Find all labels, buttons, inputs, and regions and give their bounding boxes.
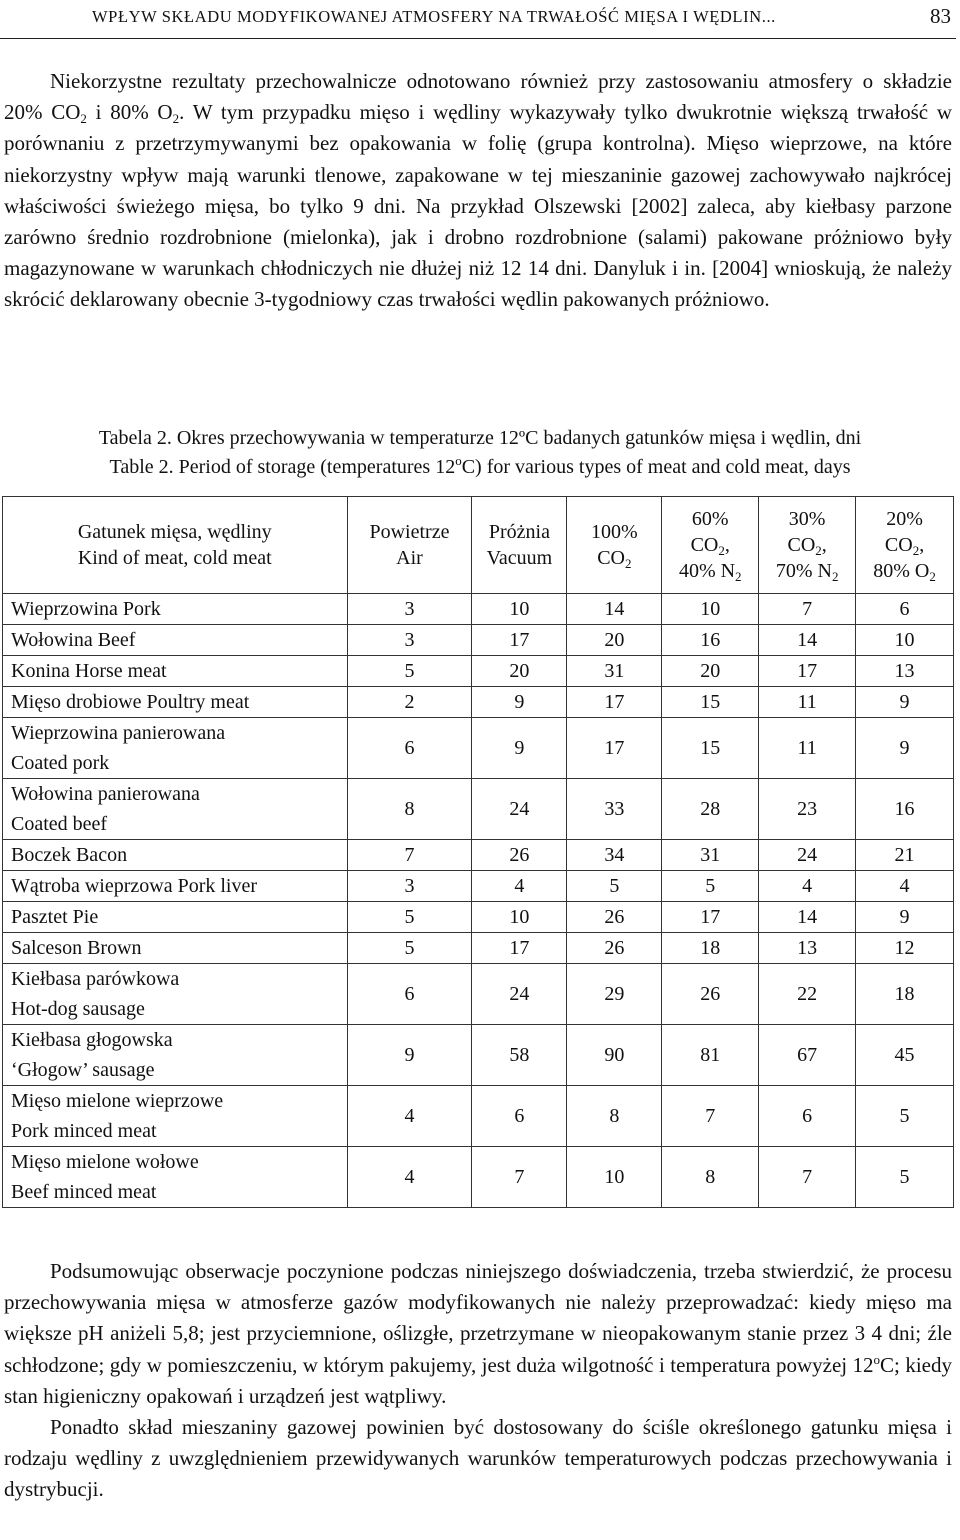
row-name-cell [3, 656, 348, 687]
header-vacuum-en: Vacuum [486, 547, 553, 569]
row-value-cell: 6 [347, 964, 472, 1025]
row-value-cell: 90 [567, 1025, 662, 1086]
row-value-cell: 67 [759, 1025, 856, 1086]
table-row [3, 964, 954, 1025]
row-name-cell [3, 871, 348, 902]
row-value-cell: 6 [347, 718, 472, 779]
row-value-cell: 34 [567, 840, 662, 871]
intro-text-3: . W tym przypadku mięso i wędliny wykazywały tylko dwukrotnie większą trwałość w porównaniu z przetrzymywanymi bez opakowania w folię (grupa kontrolna). Mięso wieprzowe, na które niekorzystny wpływ mają warunki tlenowe, zapakowane w tej mieszaninie gazowej zachowywało najkrócej właściwości świeżego mięsa, bo tylko 9 dni. Na przykład Olszewski [2002] zaleca, aby kiełbasy parzone zarówno średnio rozdrobnione (mielonka), jak i drobno rozdrobnione (salami) pakowane próżniowo były magazynowane w warunkach chłodniczych nie dłużej niż 12 14 dni. Danyluk i in. [2004] wnioskują, że należy skrócić deklarowany obecnie 3-tygodniowy czas trwałości wędlin pakowanych próżniowo. [4, 100, 953, 312]
row-value-cell: 28 [662, 779, 759, 840]
row-value-cell: 10 [472, 902, 567, 933]
row-value-cell: 11 [759, 718, 856, 779]
header-mix1-pct: 60% [691, 508, 729, 530]
row-value-cell: 15 [662, 718, 759, 779]
table-body [3, 594, 954, 1208]
row-value-cell: 31 [662, 840, 759, 871]
row-name-line-2: Coated beef [11, 813, 108, 835]
row-value-cell: 4 [347, 1086, 472, 1147]
row-value-cell: 9 [472, 687, 567, 718]
row-value-cell: 14 [759, 625, 856, 656]
row-value-cell: 16 [662, 625, 759, 656]
table-row [3, 687, 954, 718]
row-name-cell [3, 1086, 348, 1147]
row-name-cell [3, 902, 348, 933]
row-name-cell [3, 964, 348, 1025]
row-value-cell: 7 [662, 1086, 759, 1147]
row-value-cell: 10 [472, 594, 567, 625]
row-name-line-2: ‘Głogow’ sausage [11, 1059, 155, 1081]
header-co2-100-gas: $CO_2$ [597, 547, 632, 571]
row-name-line-1: Boczek Bacon [11, 844, 128, 866]
row-value-cell: 4 [856, 871, 954, 902]
row-value-cell: 26 [662, 964, 759, 1025]
row-value-cell: 81 [662, 1025, 759, 1086]
row-name-line-1: Wieprzowina Pork [11, 598, 161, 620]
header-air-pl: Powietrze [369, 521, 450, 543]
header-vacuum-pl: Próżnia [488, 521, 550, 543]
header-kind-en: Kind of meat, cold meat [77, 547, 272, 569]
intro-paragraph [4, 66, 952, 316]
row-value-cell: 2 [347, 687, 472, 718]
row-value-cell: 4 [347, 1147, 472, 1208]
row-value-cell: 8 [347, 779, 472, 840]
header-mix2-co2: $CO_2$, [787, 534, 827, 558]
row-value-cell: 21 [856, 840, 954, 871]
row-value-cell: 5 [347, 933, 472, 964]
table-row [3, 656, 954, 687]
header-mix2-n2: 70% $N_2$ [775, 560, 839, 584]
row-value-cell: 17 [472, 625, 567, 656]
header-co2-20-o2-80 [856, 497, 954, 594]
row-value-cell: 29 [567, 964, 662, 1025]
header-kind [3, 497, 348, 594]
row-name-line-1: Mięso mielone wołowe [11, 1151, 199, 1173]
row-name-cell [3, 687, 348, 718]
table-row [3, 871, 954, 902]
table-row [3, 1147, 954, 1208]
row-name-line-2: Coated pork [11, 752, 110, 774]
row-value-cell: 6 [759, 1086, 856, 1147]
row-value-cell: 3 [347, 625, 472, 656]
running-header [0, 0, 956, 39]
row-value-cell: 3 [347, 594, 472, 625]
header-kind-pl: Gatunek mięsa, wędliny [77, 521, 272, 543]
caption-en-degree: o [455, 453, 462, 468]
row-value-cell: 11 [759, 687, 856, 718]
row-value-cell: 17 [567, 687, 662, 718]
row-name-cell [3, 1025, 348, 1086]
row-value-cell: 5 [856, 1147, 954, 1208]
row-value-cell: 26 [472, 840, 567, 871]
row-value-cell: 9 [347, 1025, 472, 1086]
row-name-line-1: Wieprzowina panierowana [11, 722, 226, 744]
caption-en-part-a: Table 2. Period of storage (temperatures 12 [109, 456, 456, 478]
row-value-cell: 9 [856, 687, 954, 718]
row-name-line-1: Mięso drobiowe Poultry meat [11, 691, 250, 713]
row-value-cell: 17 [567, 718, 662, 779]
row-value-cell: 9 [856, 718, 954, 779]
row-name-line-1: Kiełbasa parówkowa [11, 968, 180, 990]
table-row [3, 1025, 954, 1086]
intro-sub-1: 2 [80, 111, 87, 127]
row-value-cell: 13 [856, 656, 954, 687]
row-name-line-1: Wołowina panierowana [11, 783, 200, 805]
row-value-cell: 5 [856, 1086, 954, 1147]
intro-sub-2: 2 [172, 111, 180, 127]
row-value-cell: 5 [347, 902, 472, 933]
table-row [3, 840, 954, 871]
row-name-cell [3, 1147, 348, 1208]
row-value-cell: 22 [759, 964, 856, 1025]
row-name-line-1: Wołowina Beef [11, 629, 136, 651]
row-name-cell [3, 840, 348, 871]
row-value-cell: 18 [662, 933, 759, 964]
row-value-cell: 13 [759, 933, 856, 964]
row-value-cell: 18 [856, 964, 954, 1025]
row-value-cell: 17 [662, 902, 759, 933]
header-co2-100-pct: 100% [591, 521, 638, 543]
row-value-cell: 16 [856, 779, 954, 840]
row-value-cell: 5 [347, 656, 472, 687]
row-name-cell [3, 933, 348, 964]
row-value-cell: 26 [567, 902, 662, 933]
intro-text-1: Niekorzystne rezultaty przechowalnicze odnotowano również przy zastosowaniu atmosfery o składzie 20% CO [4, 69, 952, 125]
header-mix2-pct: 30% [788, 508, 826, 530]
storage-table [2, 496, 954, 1208]
running-title: WPŁYW SKŁADU MODYFIKOWANEJ ATMOSFERY NA TRWAŁOŚĆ MIĘSA I WĘDLIN... [92, 7, 776, 26]
row-name-line-1: Salceson Brown [11, 937, 142, 959]
table-row [3, 933, 954, 964]
row-value-cell: 12 [856, 933, 954, 964]
header-mix3-o2: 80% $O_2$ [873, 560, 936, 584]
conclusion-section [4, 1256, 952, 1506]
row-value-cell: 8 [662, 1147, 759, 1208]
table-row [3, 594, 954, 625]
header-mix3-pct: 20% [886, 508, 923, 530]
row-value-cell: 6 [856, 594, 954, 625]
page-number: 83 [930, 4, 951, 28]
header-mix1-co2: $CO_2$, [690, 534, 730, 558]
header-mix1-n2: 40% $N_2$ [678, 560, 742, 584]
row-value-cell: 23 [759, 779, 856, 840]
caption-en-part-b: C) for various types of meat and cold meat, days [461, 456, 851, 478]
table-row [3, 779, 954, 840]
header-mix3-co2: $CO_2$, [884, 534, 925, 558]
row-value-cell: 33 [567, 779, 662, 840]
table-caption-pl: Tabela 2. Okres przechowywania w temperaturze 12ºC badanych gatunków mięsa i wędlin, dni [98, 427, 862, 449]
row-name-cell [3, 718, 348, 779]
row-value-cell: 17 [472, 933, 567, 964]
row-name-cell [3, 779, 348, 840]
row-value-cell: 10 [567, 1147, 662, 1208]
row-name-line-1: Konina Horse meat [11, 660, 167, 682]
row-value-cell: 17 [759, 656, 856, 687]
header-co2-60-n2-40 [662, 497, 759, 594]
table-row [3, 902, 954, 933]
row-value-cell: 20 [662, 656, 759, 687]
row-value-cell: 10 [856, 625, 954, 656]
row-value-cell: 15 [662, 687, 759, 718]
row-value-cell: 4 [472, 871, 567, 902]
row-value-cell: 7 [759, 1147, 856, 1208]
row-value-cell: 6 [472, 1086, 567, 1147]
intro-text-2: i 80% O [86, 100, 173, 125]
row-value-cell: 7 [759, 594, 856, 625]
row-name-line-1: Kiełbasa głogowska [11, 1029, 173, 1051]
row-value-cell: 5 [662, 871, 759, 902]
row-value-cell: 26 [567, 933, 662, 964]
row-name-line-1: Wątroba wieprzowa Pork liver [11, 875, 258, 897]
row-value-cell: 20 [567, 625, 662, 656]
row-value-cell: 10 [662, 594, 759, 625]
row-name-line-1: Mięso mielone wieprzowe [11, 1090, 224, 1112]
row-value-cell: 4 [759, 871, 856, 902]
row-name-cell [3, 594, 348, 625]
table-row [3, 625, 954, 656]
row-value-cell: 9 [472, 718, 567, 779]
row-value-cell: 9 [856, 902, 954, 933]
row-value-cell: 24 [759, 840, 856, 871]
row-value-cell: 14 [567, 594, 662, 625]
row-name-line-1: Pasztet Pie [11, 906, 99, 928]
header-vacuum [472, 497, 567, 594]
header-co2-30-n2-70 [759, 497, 856, 594]
header-co2-100 [567, 497, 662, 594]
row-value-cell: 31 [567, 656, 662, 687]
row-value-cell: 58 [472, 1025, 567, 1086]
row-name-line-2: Beef minced meat [11, 1181, 157, 1203]
table-caption-en [0, 454, 960, 480]
table-header-row [3, 497, 954, 594]
row-name-line-2: Pork minced meat [11, 1120, 157, 1142]
table-row [3, 1086, 954, 1147]
table-row [3, 718, 954, 779]
row-value-cell: 7 [347, 840, 472, 871]
row-name-cell [3, 625, 348, 656]
row-value-cell: 5 [567, 871, 662, 902]
conclusion-paragraph-1: Podsumowując obserwacje poczynione podczas niniejszego doświadczenia, trzeba stwierdzić, że procesu przechowywania mięsa w atmosferze gazów modyfikowanych nie należy przeprowadzać: kiedy mięso ma większe pH aniżeli 5,8; jest przyciemnione, oślizgłe, przetrzymane w nieopakowanym stanie przez 3 4 dni; źle schłodzone; gdy w pomieszczeniu, w którym pakujemy, jest duża wilgotność i temperatura powyżej 12$^o$C; kiedy stan higieniczny opakowań i urządzeń jest wątpliwy. [4, 1259, 952, 1408]
row-name-line-2: Hot-dog sausage [11, 998, 145, 1020]
row-value-cell: 20 [472, 656, 567, 687]
row-value-cell: 24 [472, 779, 567, 840]
row-value-cell: 24 [472, 964, 567, 1025]
conclusion-paragraph-2: Ponadto skład mieszaniny gazowej powinien być dostosowany do ściśle określonego gatunku mięsa i rodzaju wędliny z uwzględnieniem przewidywanych warunków temperaturowych podczas przechowywania i dystrybucji. [4, 1415, 952, 1502]
header-air-en: Air [396, 547, 423, 569]
row-value-cell: 3 [347, 871, 472, 902]
row-value-cell: 14 [759, 902, 856, 933]
row-value-cell: 8 [567, 1086, 662, 1147]
header-air [347, 497, 472, 594]
row-value-cell: 7 [472, 1147, 567, 1208]
row-value-cell: 45 [856, 1025, 954, 1086]
